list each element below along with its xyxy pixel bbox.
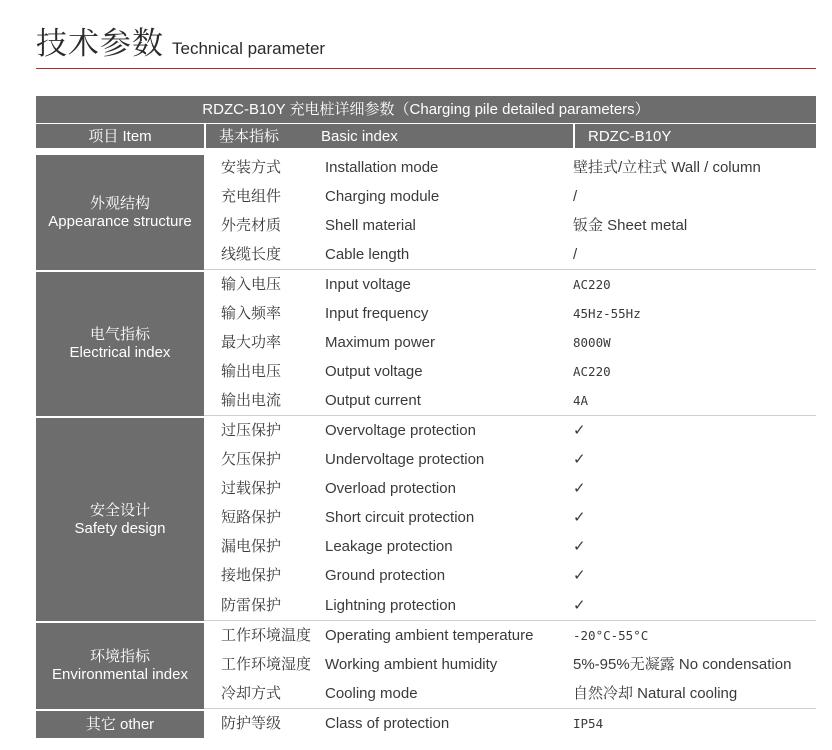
group-electrical (36, 270, 204, 416)
checkmark-icon: ✓ (573, 538, 586, 555)
table-row (204, 153, 816, 182)
row-cn: 防护等级 (221, 715, 282, 732)
row-cn: 最大功率 (221, 334, 282, 351)
row-en: Operating ambient temperature (325, 627, 534, 644)
row-en: Undervoltage protection (325, 451, 485, 468)
page-title-en: Technical parameter (172, 39, 326, 58)
row-en: Input voltage (325, 276, 411, 293)
row-value: / (573, 188, 578, 205)
table-row (204, 416, 816, 445)
row-en: Cooling mode (325, 685, 418, 702)
table-row (204, 503, 816, 532)
checkmark-icon: ✓ (573, 509, 586, 526)
table-row (204, 591, 816, 620)
table-header-row (36, 123, 816, 148)
row-en: Lightning protection (325, 597, 456, 614)
group-appearance (36, 153, 204, 270)
column-header-basic-en: Basic index (308, 123, 573, 148)
row-en: Leakage protection (325, 538, 453, 555)
row-cn: 漏电保护 (221, 538, 282, 555)
row-value: IP54 (573, 716, 604, 731)
row-value: -20°C-55°C (573, 628, 649, 643)
row-value: 8000W (573, 335, 611, 350)
table-row (204, 328, 816, 357)
row-value: 5%-95%无凝露 No condensation (573, 656, 792, 673)
table-row (204, 650, 816, 679)
group-safety (36, 416, 204, 621)
row-en: Output current (325, 392, 421, 409)
group-label-cn: 其它 other (85, 715, 155, 733)
table-row (204, 445, 816, 474)
row-en: Maximum power (325, 334, 436, 351)
row-cn: 工作环境温度 (221, 627, 312, 644)
row-cn: 输出电压 (221, 363, 282, 380)
table-row (204, 357, 816, 386)
page-title-cn: 技术参数 (36, 26, 164, 61)
row-value: 45Hz-55Hz (573, 306, 641, 321)
checkmark-icon: ✓ (573, 567, 586, 584)
row-cn: 短路保护 (221, 509, 282, 526)
column-header-model: RDZC-B10Y (573, 123, 816, 148)
row-en: Class of protection (325, 715, 450, 732)
row-en: Input frequency (325, 305, 429, 322)
table-row (204, 270, 816, 299)
row-en: Working ambient humidity (325, 656, 498, 673)
checkmark-icon: ✓ (573, 597, 586, 614)
row-value: 4A (573, 393, 589, 408)
table-row (204, 561, 816, 590)
page-header (36, 18, 325, 63)
table-row (204, 621, 816, 650)
row-value: / (573, 246, 578, 263)
table-row (204, 679, 816, 708)
row-cn: 安装方式 (221, 159, 282, 176)
row-en: Overvoltage protection (325, 422, 476, 439)
row-cn: 冷却方式 (221, 685, 282, 702)
checkmark-icon: ✓ (573, 422, 586, 439)
group-label-en: Appearance structure (48, 212, 192, 230)
group-label-cn: 环境指标 (89, 648, 150, 665)
table-row (204, 709, 816, 738)
column-header-item: 项目 Item (36, 123, 204, 148)
row-cn: 防雷保护 (221, 597, 282, 614)
row-cn: 过载保护 (221, 480, 282, 497)
row-cn: 充电组件 (221, 188, 282, 205)
group-label-en: Safety design (74, 519, 166, 537)
row-cn: 线缆长度 (221, 246, 282, 263)
table-title: RDZC-B10Y 充电桩详细参数（Charging pile detailed parameters） (36, 96, 816, 123)
checkmark-icon: ✓ (573, 480, 586, 497)
table-row (204, 532, 816, 561)
group-environment (36, 621, 204, 709)
row-cn: 接地保护 (221, 567, 282, 584)
row-cn: 工作环境湿度 (221, 656, 312, 673)
row-en: Shell material (325, 217, 416, 234)
group-label-cn: 安全设计 (89, 501, 150, 519)
group-label-cn: 电气指标 (89, 326, 150, 343)
row-en: Short circuit protection (325, 509, 475, 526)
row-cn: 欠压保护 (221, 451, 282, 468)
row-en: Overload protection (325, 480, 456, 497)
row-value: 壁挂式/立柱式 Wall / column (573, 159, 761, 176)
row-en: Output voltage (325, 363, 423, 380)
row-en: Charging module (325, 188, 440, 205)
row-cn: 输入频率 (221, 305, 282, 322)
row-en: Cable length (325, 246, 410, 263)
group-label-cn: 外观结构 (89, 194, 150, 212)
table-row (204, 386, 816, 415)
row-en: Ground protection (325, 567, 446, 584)
row-value: AC220 (573, 364, 611, 379)
table-row (204, 474, 816, 503)
column-header-basic-cn: 基本指标 (204, 123, 308, 148)
row-en: Installation mode (325, 159, 439, 176)
header-divider (36, 68, 816, 69)
table-row (204, 182, 816, 211)
row-cn: 过压保护 (221, 422, 282, 439)
group-label-en: Electrical index (69, 344, 171, 361)
checkmark-icon: ✓ (573, 451, 586, 468)
group-label-en: Environmental index (52, 666, 188, 683)
row-value: AC220 (573, 277, 611, 292)
table-row (204, 240, 816, 269)
row-cn: 输出电流 (221, 392, 282, 409)
row-cn: 外壳材质 (221, 217, 282, 234)
row-value: 钣金 Sheet metal (573, 217, 688, 234)
table-row (204, 299, 816, 328)
row-cn: 输入电压 (221, 276, 282, 293)
group-other (36, 709, 204, 738)
row-value: 自然冷却 Natural cooling (573, 685, 738, 702)
table-row (204, 211, 816, 240)
